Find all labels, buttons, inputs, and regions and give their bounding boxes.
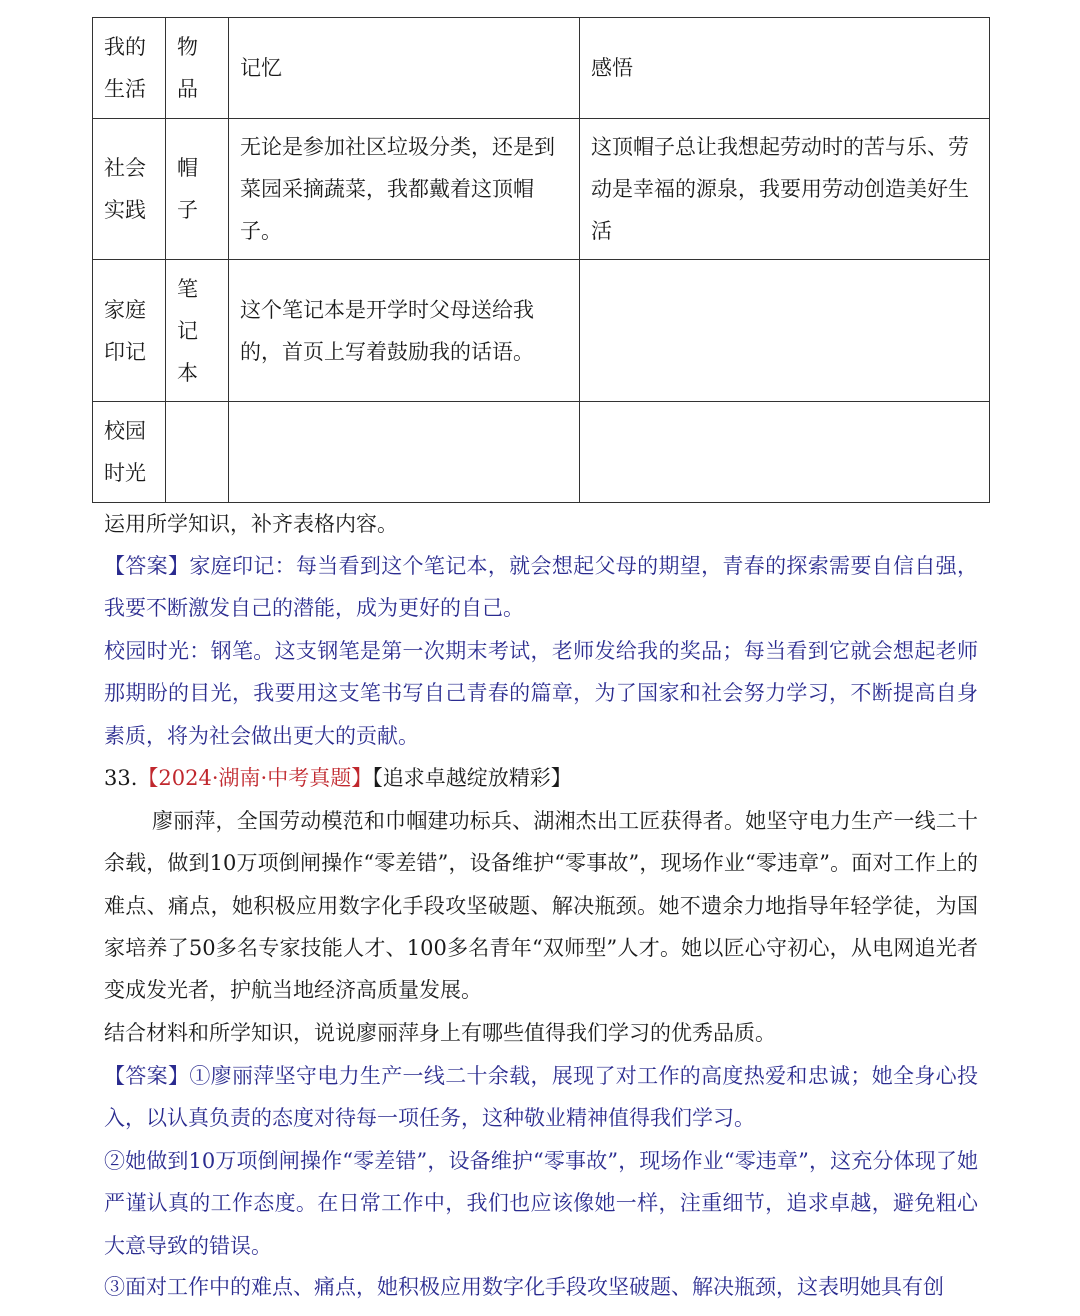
header-feeling: 感悟 xyxy=(580,18,990,119)
answer-label: 【答案】 xyxy=(104,554,190,578)
answer-text: 家庭印记：每当看到这个笔记本，就会想起父母的期望，青春的探索需要自信自强，我要不断激发自己的潜能，成为更好的自己。 xyxy=(104,554,979,621)
table-row xyxy=(93,119,990,260)
header-item: 物品 xyxy=(166,18,229,119)
question-title: 【追求卓越绽放精彩】 xyxy=(372,766,572,790)
source-tag: 【2024·湖南·中考真题】 xyxy=(137,766,373,790)
q33-answer-2: ②她做到10万项倒闸操作“零差错”，设备维护“零事故”，现场作业“零违章”，这充分体现了她严谨认真的工作态度。在日常工作中，我们也应该像她一样，注重细节，追求卓越，避免粗心大意导致的错误。 xyxy=(104,1149,978,1258)
q32-answer-1 xyxy=(104,545,978,630)
table-row xyxy=(93,260,990,402)
cell-feeling xyxy=(580,402,990,503)
cell-life: 校园时光 xyxy=(93,402,166,503)
q32-prompt: 运用所学知识，补齐表格内容。 xyxy=(104,512,398,536)
cell-memory xyxy=(229,402,580,503)
q33-answer-1 xyxy=(104,1055,978,1140)
cell-item xyxy=(166,402,229,503)
memory-table xyxy=(92,17,990,503)
cell-feeling: 这顶帽子总让我想起劳动时的苦与乐、劳动是幸福的源泉，我要用劳动创造美好生活 xyxy=(580,119,990,260)
header-memory: 记忆 xyxy=(229,18,580,119)
table-header-row xyxy=(93,18,990,119)
cell-memory: 无论是参加社区垃圾分类，还是到菜园采摘蔬菜，我都戴着这顶帽子。 xyxy=(229,119,580,260)
header-life: 我的生活 xyxy=(93,18,166,119)
question-number: 33. xyxy=(104,766,138,790)
cell-life: 家庭印记 xyxy=(93,260,166,402)
cell-memory: 这个笔记本是开学时父母送给我的，首页上写着鼓励我的话语。 xyxy=(229,260,580,402)
answer-label: 【答案】 xyxy=(104,1064,190,1088)
cell-feeling xyxy=(580,260,990,402)
q33-heading xyxy=(104,757,978,799)
cell-item: 帽子 xyxy=(166,119,229,260)
q32-answer-2: 校园时光：钢笔。这支钢笔是第一次期末考试，老师发给我的奖品；每当看到它就会想起老师那期盼的目光，我要用这支笔书写自己青春的篇章，为了国家和社会努力学习，不断提高自身素质，将为社会做出更大的贡献。 xyxy=(104,639,978,748)
answer-text: ①廖丽萍坚守电力生产一线二十余载，展现了对工作的高度热爱和忠诚；她全身心投入，以认真负责的态度对待每一项任务，这种敬业精神值得我们学习。 xyxy=(104,1064,979,1131)
cell-item: 笔记本 xyxy=(166,260,229,402)
q33-question: 结合材料和所学知识，说说廖丽萍身上有哪些值得我们学习的优秀品质。 xyxy=(104,1021,776,1045)
q33-answer-3: ③面对工作中的难点、痛点，她积极应用数字化手段攻坚破题、解决瓶颈，这表明她具有创 xyxy=(104,1275,944,1299)
cell-life: 社会实践 xyxy=(93,119,166,260)
table-row xyxy=(93,402,990,503)
q33-material: 廖丽萍，全国劳动模范和巾帼建功标兵、湖湘杰出工匠获得者。她坚守电力生产一线二十余载，做到10万项倒闸操作“零差错”，设备维护“零事故”，现场作业“零违章”。面对工作上的难点、痛点，她积极应用数字化手段攻坚破题、解决瓶颈。她不遗余力地指导年轻学徒，为国家培养了50多名专家技能人才、100多名青年“双师型”人才。她以匠心守初心，从电网追光者变成发光者，护航当地经济高质量发展。 xyxy=(104,809,978,1003)
